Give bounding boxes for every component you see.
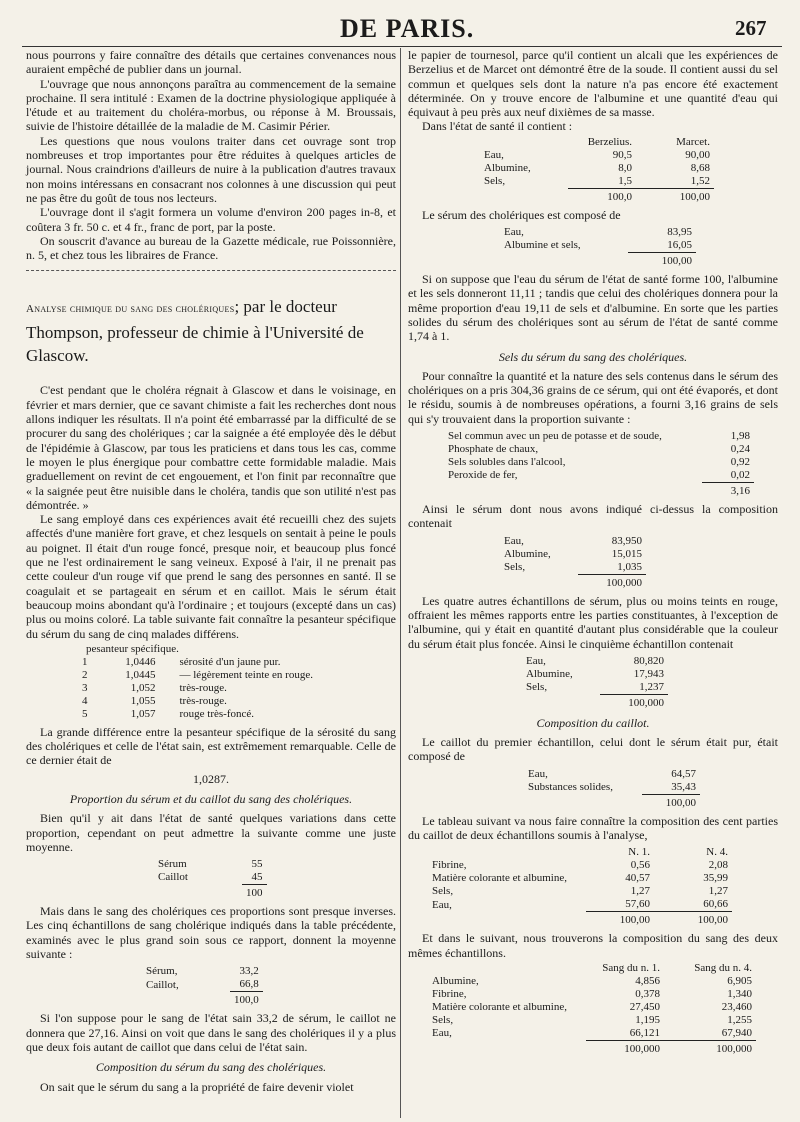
article-heading-rest: ; par le docteur Thompson, professeur de chimie à l'Université de Glascow. <box>26 297 364 366</box>
column-header: N. 4. <box>706 846 728 859</box>
row-label: Eau, <box>432 898 452 911</box>
row-value: 1,98 <box>730 430 750 443</box>
paragraph: Mais dans le sang des cholériques ces proportions sont presque inverses. Les cinq échantillons de sang cholérique indiqués dans la table précédente, examinés avec le plus grand soin sous ce rapport, donnent la moyenne suivante : <box>26 904 396 962</box>
row-label: Sels, <box>432 1013 454 1026</box>
paragraph: nous pourrons y faire connaître des détails que certaines convenances nous auraient empêché de publier dans un journal. <box>26 48 396 77</box>
cell-value: 67,940 <box>721 1026 752 1039</box>
cell-value: 66,121 <box>629 1026 660 1039</box>
row-value: 0,92 <box>730 456 750 469</box>
table-row <box>524 781 700 795</box>
table-total-row <box>428 912 732 928</box>
table-row <box>480 149 714 162</box>
total-value: 100,00 <box>636 188 714 204</box>
table-row <box>154 858 267 871</box>
row-label: Sels, <box>526 681 548 694</box>
table-row <box>444 469 754 483</box>
column-header: Sang du n. 4. <box>694 961 752 974</box>
cell-value: 40,57 <box>625 872 650 885</box>
cell-value: 57,60 <box>625 898 650 911</box>
healthy-gravity-value: 1,0287. <box>193 771 229 786</box>
table-row <box>78 682 317 695</box>
gravity-value: 1,055 <box>130 694 156 707</box>
section-subheading: Composition du sérum du sang des cholériques. <box>95 1060 327 1075</box>
table-row <box>428 898 732 912</box>
article-heading <box>26 295 396 367</box>
table-row <box>428 872 732 885</box>
row-value: 83,95 <box>667 226 692 239</box>
row-number: 1 <box>82 655 88 668</box>
cell-value: 90,5 <box>612 148 632 161</box>
table-row <box>428 885 732 898</box>
paragraph: On souscrit d'avance au bureau de la Gazette médicale, rue Poissonnière, n. 5, et chez tous les libraires de France. <box>26 233 396 263</box>
table-row <box>428 1014 756 1027</box>
gravity-value: 1,0445 <box>125 668 156 681</box>
row-label: Caillot <box>158 871 188 884</box>
row-number: 2 <box>82 668 88 681</box>
column-separator <box>400 48 401 1118</box>
total-value: 100,0 <box>230 992 263 1008</box>
row-value: 33,2 <box>239 965 259 978</box>
row-label: Eau, <box>484 148 504 161</box>
row-label: Sérum <box>158 858 187 871</box>
row-value: 1,035 <box>617 560 642 573</box>
paragraph: Les questions que nous voulons traiter dans cet ouvrage sont trop nombreuses et trop importantes pour être réduites à quelques articles de journal. Nous craindrions d'ailleurs de nuire à la publication d'autres travaux non moins intéressans en consacrant nos colonnes à une discussion qui peut ne pas être du goût de tous nos lecteurs. <box>26 133 396 205</box>
cell-value: 0,56 <box>630 859 650 872</box>
total-value: 100,000 <box>578 574 646 590</box>
table-header: pesanteur spécifique. <box>86 642 179 655</box>
row-label: Albumine, <box>484 161 531 174</box>
cell-value: 6,905 <box>727 974 752 987</box>
table-row <box>500 239 696 253</box>
row-label: Sels, <box>504 560 526 573</box>
row-label: Peroxide de fer, <box>448 469 518 482</box>
cell-value: 8,0 <box>618 161 632 174</box>
column-header: Sang du n. 1. <box>602 961 660 974</box>
blood-composition-table <box>428 962 756 1056</box>
table-total-row <box>522 694 668 710</box>
section-divider <box>26 270 396 271</box>
paragraph: Pour connaître la quantité et la nature des sels contenus dans le sérum des cholériques on a pris 304,36 grains de ce sérum, qui ont été évaporés, et dont le résidu, soumis à de nombreuses opérations, a fourni 3,16 grains de sels qui s'y trouvaient dans la proportion suivante : <box>408 368 778 426</box>
gravity-note: sérosité d'un jaune pur. <box>179 655 281 668</box>
table-row <box>500 561 646 575</box>
total-value: 100,0 <box>568 188 636 204</box>
gravity-note: rouge très-foncé. <box>179 707 255 720</box>
paragraph: Si l'on suppose pour le sang de l'état sain 33,2 de sérum, le caillot ne donnera que 27,16. Ainsi on voit que dans le sang des cholériques il y a plus que deux fois autant de caillot que dans celui de l'état sain. <box>26 1011 396 1054</box>
cell-value: 8,68 <box>690 161 710 174</box>
row-label: Eau, <box>526 654 546 667</box>
table-row <box>524 768 700 781</box>
paragraph: On sait que le sérum du sang a la propriété de faire devenir violet <box>40 1079 354 1094</box>
column-header: Marcet. <box>676 135 710 148</box>
row-label: Sérum, <box>146 965 178 978</box>
column-header: Berzelius. <box>587 135 632 148</box>
cell-value: 27,450 <box>629 1000 660 1013</box>
cell-value: 1,27 <box>708 885 728 898</box>
row-value: 17,943 <box>633 667 664 680</box>
cell-value: 1,5 <box>618 174 632 187</box>
table-row <box>142 965 263 978</box>
healthy-proportion-table <box>154 858 267 900</box>
total-value: 100,00 <box>642 794 700 810</box>
row-number: 3 <box>82 681 88 694</box>
section-subheading: Sels du sérum du sang des cholériques. <box>498 349 688 364</box>
paragraph: Si on suppose que l'eau du sérum de l'état de santé forme 100, l'albumine et les sels donneront 11,11 ; tandis que celui des cholériques donnera pour la même proportion d'eau 19,11 de sels et d'albumine. En sorte que les parties solides du sérum des cholériques sont au sérum de l'état de santé comme 1,74 à 1. <box>408 272 778 344</box>
table-row <box>428 1027 756 1041</box>
table-header-row <box>480 136 714 149</box>
paragraph: Le tableau suivant va nous faire connaître la composition des cent parties du caillot de deux échantillons soumis à l'analyse, <box>408 813 778 843</box>
salts-table <box>444 430 754 498</box>
cell-value: 4,856 <box>635 974 660 987</box>
row-value: 64,57 <box>671 767 696 780</box>
row-number: 5 <box>82 707 88 720</box>
article-heading-smallcaps: Analyse chimique du sang des cholériques <box>26 303 235 316</box>
total-value: 100,00 <box>628 253 696 269</box>
gravity-value: 1,052 <box>130 681 156 694</box>
row-value: 83,950 <box>611 534 642 547</box>
row-label: Substances solides, <box>528 780 613 793</box>
paragraph: La grande différence entre la pesanteur spécifique de la sérosité du sang des cholériques et celle de l'état sain, est extrêmement remarquable. Celle de ce dernier était de <box>26 724 396 768</box>
table-row <box>428 975 756 988</box>
section-subheading: Proportion du sérum et du caillot du sang des cholériques. <box>69 791 353 806</box>
healthy-serum-table <box>480 136 714 204</box>
header-rule <box>22 46 782 47</box>
total-value: 100,000 <box>664 1040 756 1056</box>
table-row <box>500 226 696 239</box>
fifth-sample-table <box>522 655 668 710</box>
row-label: Caillot, <box>146 978 179 991</box>
row-label: Sel commun avec un peu de potasse et de soude, <box>448 430 662 443</box>
row-label: Eau, <box>504 534 524 547</box>
cell-value: 1,52 <box>690 174 710 187</box>
cell-value: 0,378 <box>635 987 660 1000</box>
table-header-row <box>428 846 732 859</box>
specific-gravity-table <box>78 643 317 721</box>
paragraph: le papier de tournesol, parce qu'il contient un alcali que les expériences de Berzelius et de Marcet ont démontré être de la soude. Il contient aussi du sel commun et quelques sels dont la nature n'a pas encore été exactement déterminée. On y trouve encore de l'albumine et une quantité d'eau qui équivaut à peu près aux neuf dixièmes de sa masse. <box>408 48 778 120</box>
table-row <box>78 669 317 682</box>
page-header <box>0 12 800 44</box>
table-row <box>78 656 317 669</box>
row-label: Phosphate de chaux, <box>448 443 539 456</box>
paragraph: Dans l'état de santé il contient : <box>422 119 573 134</box>
row-value: 16,05 <box>667 239 692 252</box>
running-title: DE PARIS. <box>340 14 475 43</box>
row-label: Albumine, <box>432 974 479 987</box>
table-row <box>444 456 754 469</box>
row-label: Eau, <box>528 767 548 780</box>
table-row <box>444 430 754 443</box>
paragraph: Bien qu'il y ait dans l'état de santé quelques variations dans cette proportion, cependant on peut admettre la suivante comme une juste moyenne. <box>26 811 396 854</box>
table-total-row <box>428 1040 756 1056</box>
total-value: 100,00 <box>654 912 732 928</box>
table-total-row <box>444 483 754 499</box>
table-total-row <box>500 574 646 590</box>
gravity-note: — légèrement teinte en rouge. <box>179 668 313 681</box>
cell-value: 1,27 <box>630 885 650 898</box>
total-value: 100,00 <box>586 912 654 928</box>
table-row <box>522 655 668 668</box>
row-label: Matière colorante et albumine, <box>432 872 567 885</box>
row-label: Matière colorante et albumine, <box>432 1000 567 1013</box>
page-number: 267 <box>735 16 767 40</box>
column-header: N. 1. <box>628 846 650 859</box>
paragraph: Le caillot du premier échantillon, celui dont le sérum était pur, était composé de <box>408 735 778 764</box>
row-value: 55 <box>251 858 263 871</box>
table-row <box>500 535 646 548</box>
row-value: 1,237 <box>639 680 664 693</box>
table-total-row <box>142 992 263 1008</box>
row-label: Sels, <box>484 175 506 188</box>
paragraph: Le sang employé dans ces expériences avait été recueilli chez des sujets affectés d'une manière fort grave, et chez lesquels on sentait à peine le pouls au poignet. Il était d'un rouge foncé, presque noir, et beaucoup plus foncé que ne l'est ordinairement le sang veineux. Exposé à l'air, il ne prenait pas cette couleur d'un rouge vif que prend le sang des personnes en santé. Il se coagulait et se partageait en sérum et en caillot. Mais le sérum était beaucoup moins abondant qu'à l'ordinaire ; et toujours (excepté dans un cas) plus ou moins coloré. La table suivante fait connaître la pesanteur spécifique du sérum du sang de cinq malades différens. <box>26 512 396 641</box>
row-value: 35,43 <box>671 780 696 793</box>
row-value: 0,02 <box>730 469 750 482</box>
total-value: 3,16 <box>702 483 754 499</box>
cell-value: 1,255 <box>727 1013 752 1026</box>
clot-composition-table <box>428 846 732 927</box>
row-label: Albumine et sels, <box>504 239 581 252</box>
gravity-note: très-rouge. <box>179 694 227 707</box>
paragraph: L'ouvrage dont il s'agit formera un volume d'environ 200 pages in-8, et coûtera 3 fr. 50 c. et 4 fr., franc de port, par la poste. <box>26 205 396 234</box>
serum-composition-table <box>500 535 646 590</box>
row-value: 15,015 <box>611 547 642 560</box>
table-total-row <box>154 885 267 901</box>
table-row <box>78 708 317 721</box>
table-total-row <box>524 794 700 810</box>
paragraph: Le sérum des cholériques est composé de <box>422 207 621 222</box>
cell-value: 1,340 <box>727 987 752 1000</box>
cell-value: 23,460 <box>721 1000 752 1013</box>
cholera-serum-table <box>500 226 696 268</box>
gravity-value: 1,0446 <box>125 655 156 668</box>
section-subheading: Composition du caillot. <box>536 715 650 730</box>
cell-value: 90,00 <box>685 148 710 161</box>
paragraph: Ainsi le sérum dont nous avons indiqué ci-dessus la composition contenait <box>408 502 778 531</box>
table-header-row <box>428 962 756 975</box>
total-value: 100 <box>242 885 267 901</box>
row-value: 45 <box>251 871 263 884</box>
paragraph: Et dans le suivant, nous trouverons la composition du sang des deux mêmes échantillons. <box>408 931 778 960</box>
table-row <box>500 548 646 561</box>
gravity-value: 1,057 <box>130 707 156 720</box>
cell-value: 35,99 <box>703 872 728 885</box>
total-value: 100,000 <box>586 1040 664 1056</box>
gravity-note: très-rouge. <box>179 681 227 694</box>
table-row <box>428 988 756 1001</box>
row-label: Eau, <box>504 226 524 239</box>
table-row <box>480 162 714 175</box>
row-label: Fibrine, <box>432 987 467 1000</box>
row-value: 66,8 <box>239 978 259 991</box>
cell-value: 2,08 <box>708 859 728 872</box>
right-column <box>408 48 778 1056</box>
total-value: 100,000 <box>600 694 668 710</box>
row-number: 4 <box>82 694 88 707</box>
row-label: Albumine, <box>526 667 573 680</box>
row-value: 80,820 <box>633 654 664 667</box>
table-total-row <box>500 253 696 269</box>
table-row <box>522 681 668 695</box>
paragraph: L'ouvrage que nous annonçons paraîtra au commencement de la semaine prochaine. Il sera intitulé : Examen de la doctrine physiologique appliquée à l'étude et au traitement du choléra-morbus, ou réponse à M. Broussais, suivie de l'histoire détaillée de la maladie de M. Casimir Périer. <box>26 76 396 134</box>
table-row <box>142 978 263 992</box>
table-row <box>444 443 754 456</box>
table-row <box>154 871 267 885</box>
cell-value: 60,66 <box>703 898 728 911</box>
table-row <box>522 668 668 681</box>
cell-value: 1,195 <box>635 1013 660 1026</box>
table-row <box>428 859 732 872</box>
row-label: Fibrine, <box>432 859 467 872</box>
paragraph: C'est pendant que le choléra régnait à Glascow et dans le voisinage, en février et mars dernier, que ce savant chimiste a fait les recherches dont nous allons indiquer les résultats. Il n'a point été embarrassé par la difficulté de se procurer du sang des cholériques ; car la saignée a été employée dès le début de l'épidémie à Glascow, par tous les praticiens et dans tous les cas, comme le moyen le plus énergique pour combattre cette formidable maladie. Mais graduellement on revint de cet engouement, et l'on finit par reconnaître que « la saignée peut être nuisible dans le choléra, tandis que son utilité n'est pas démontrée. » <box>26 383 396 512</box>
row-label: Sels solubles dans l'alcool, <box>448 456 566 469</box>
row-value: 0,24 <box>730 443 750 456</box>
left-column <box>26 48 396 1094</box>
row-label: Albumine, <box>504 547 551 560</box>
table-row <box>428 1001 756 1014</box>
cholera-proportion-table <box>142 965 263 1007</box>
row-label: Sels, <box>432 885 454 898</box>
table-total-row <box>480 188 714 204</box>
clot-table <box>524 768 700 810</box>
table-row <box>78 695 317 708</box>
paragraph: Les quatre autres échantillons de sérum, plus ou moins teints en rouge, offraient les mêmes rapports entre les parties constituantes, à l'exception de l'albumine, qui y était en quantité d'autant plus considérable que la couleur du sérum était plus foncée. Ainsi le cinquième échantillon contenait <box>408 593 778 651</box>
row-label: Eau, <box>432 1027 452 1040</box>
table-row <box>480 175 714 189</box>
